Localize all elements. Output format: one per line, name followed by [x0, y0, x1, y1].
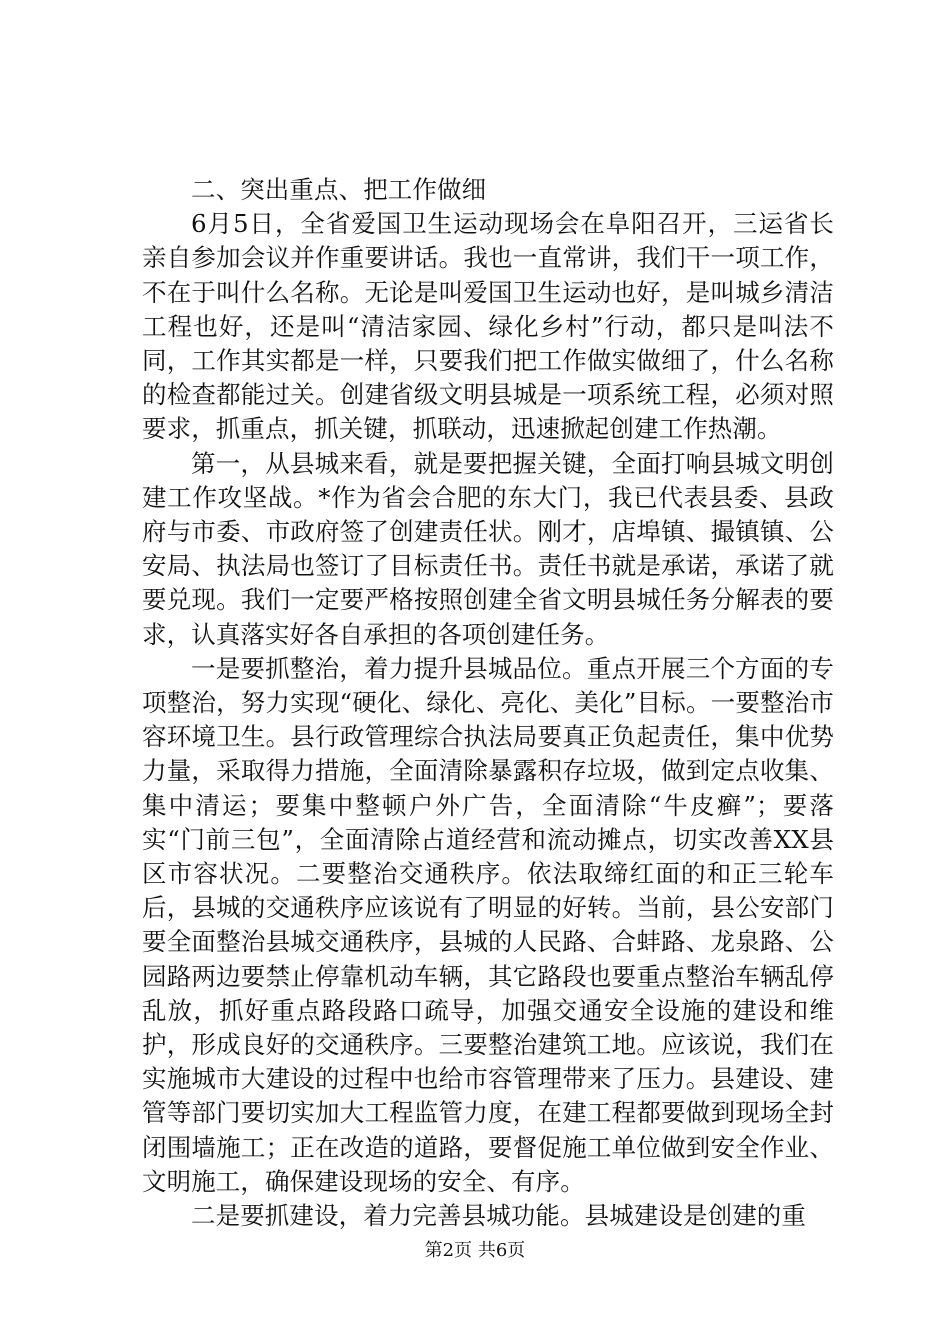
page-number-footer: 第2页 共6页 — [424, 1240, 526, 1261]
paragraph-2: 第一，从县城来看，就是要把握关键，全面打响县城文明创建工作攻坚战。*作为省会合肥的东大门，我已代表县委、县政府与市委、市政府签了创建责任状。刚才，店埠镇、撮镇镇、公安局、执法局也签订了目标责任书。责任书就是承诺，承诺了就要兑现。我们一定要严格按照创建全省文明县城任务分解表的要求，认真落实好各自承担的各项创建任务。 — [142, 448, 834, 649]
paragraph-3: 一是要抓整治，着力提升县城品位。重点开展三个方面的专项整治，努力实现“硬化、绿化、亮化、美化”目标。一要整治市容环境卫生。县行政管理综合执法局要真正负起责任，集中优势力量，采取得力措施，全面清除暴露积存垃圾，做到定点收集、集中清运；要集中整顿户外广告，全面清除“牛皮癣”；要落实“门前三包”，全面清除占道经营和流动摊点，切实改善XX县区市容状况。二要整治交通秩序。依法取缔红面的和正三轮车后，县城的交通秩序应该说有了明显的好转。当前，县公安部门要全面整治县城交通秩序，县城的人民路、合蚌路、龙泉路、公园路两边要禁止停靠机动车辆，其它路段也要重点整治车辆乱停乱放，抓好重点路段路口疏导，加强交通安全设施的建设和维护，形成良好的交通秩序。三要整治建筑工地。应该说，我们在实施城市大建设的过程中也给市容管理带来了压力。县建设、建管等部门要切实加大工程监管力度，在建工程都要做到现场全封闭围墙施工；正在改造的道路，要督促施工单位做到安全作业、文明施工，确保建设现场的安全、有序。 — [142, 653, 834, 1196]
paragraph-1: 6月5日，全省爱国卫生运动现场会在阜阳召开，三运省长亲自参加会议并作重要讲话。我也一直常讲，我们干一项工作，不在于叫什么名称。无论是叫爱国卫生运动也好，是叫城乡清洁工程也好，还是叫“清洁家园、绿化乡村”行动，都只是叫法不同，工作其实都是一样，只要我们把工作做实做细了，什么名称的检查都能过关。创建省级文明县城是一项系统工程，必须对照要求，抓重点，抓关键，抓联动，迅速掀起创建工作热潮。 — [142, 209, 834, 444]
document-body — [142, 173, 834, 1233]
section-heading: 二、突出重点、把工作做细 — [191, 175, 487, 204]
paragraph-4: 二是要抓建设，着力完善县城功能。县城建设是创建的重 — [191, 1201, 806, 1231]
